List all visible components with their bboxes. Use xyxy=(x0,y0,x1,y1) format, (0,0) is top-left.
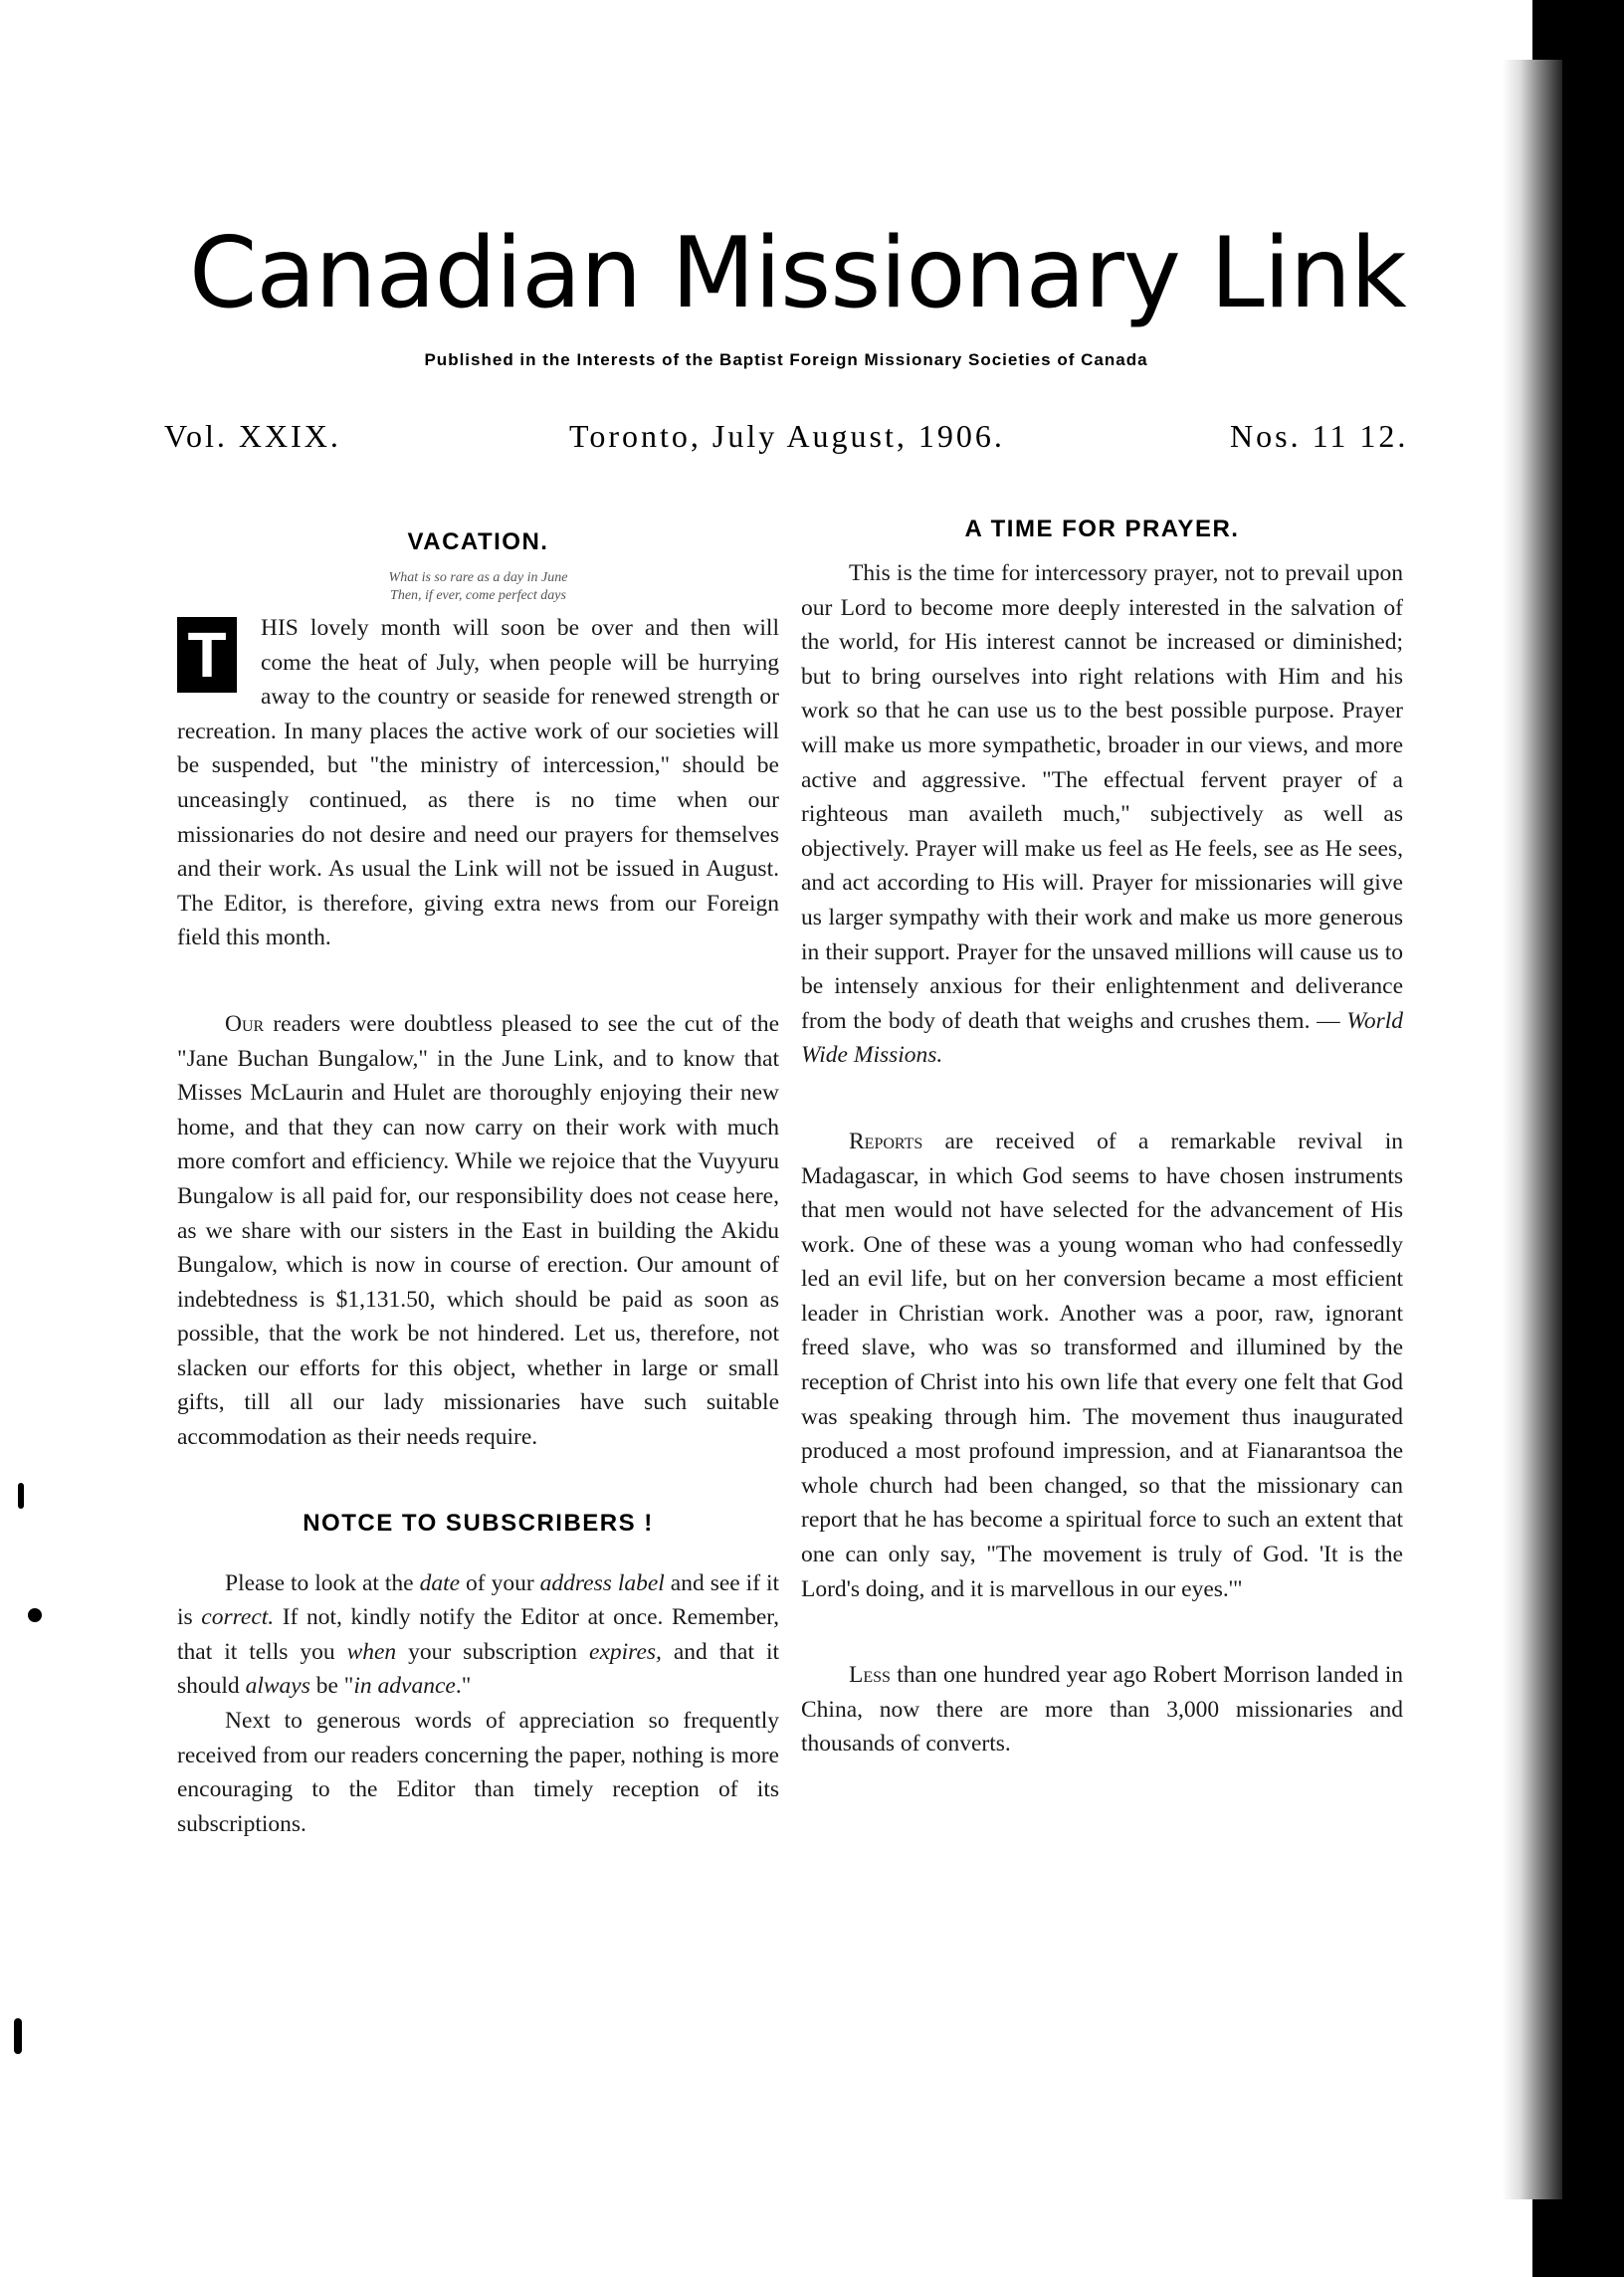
prayer-heading: A TIME FOR PRAYER. xyxy=(964,516,1240,542)
scan-speck xyxy=(18,1483,24,1509)
vacation-text-2: readers were doubtless pleased to see the cut of the "Jane Buchan Bungalow," in the June Link, and to know that Misses McLaurin and Hulet are thoroughly enjoying their new home, and that they can now carry on their work with much more comfort and efficiency. While we rejoice that the Vuyyuru Bungalow is all paid for, our responsibility does not cease here, as we share with our sisters in the East in building the Akidu Bungalow, which is now in course of erection. Our amount of indebtedness is $1,131.50, which should be paid as soon as possible, that the work be not hindered. Let us, therefore, not slacken our efforts for this object, whether in large or small gifts, till all our lady missionaries have such suitable accommodation as their needs require. xyxy=(177,1010,779,1451)
prayer-source: World Wide Missions. xyxy=(801,1007,1403,1069)
vacation-text-1: HIS lovely month will soon be over and then will come the heat of July, when people will be hurrying away to the country or seaside for renewed strength or recreation. In many places the active work of our societies will be suspended, but "the ministry of intercession," should be unceasingly continued, as there is no time when our missionaries do not desire and need our prayers for themselves and their work. As usual the Link will not be issued in August. The Editor, is therefore, giving extra news from our Foreign field this month. xyxy=(177,615,779,951)
vacation-paragraph-2 xyxy=(177,1007,779,1455)
scan-speck xyxy=(28,1608,42,1622)
vacation-p2-lead: Our xyxy=(225,1010,265,1037)
notice-text: Please to look at the xyxy=(225,1569,414,1596)
notice-text: and that it should xyxy=(177,1638,780,1700)
morrison-lead: Less xyxy=(849,1662,891,1689)
notice-italic: always xyxy=(245,1673,310,1700)
notice-paragraph-1 xyxy=(177,1566,779,1704)
morrison-paragraph xyxy=(801,1658,1403,1761)
vacation-paragraph-1 xyxy=(177,611,779,955)
madagascar-text: are received of a remarkable revival in Madagascar, in which God seems to have chosen instruments that men would not have selected for the advancement of His work. One of these was a young woman who had confessedly led an evil life, but on her conversion became a most efficient leader in Christian work. Another was a poor, raw, ignorant freed slave, who was so transformed and illumined by the reception of Christ into his own life that every one felt that God was speaking through him. The movement thus inaugurated produced a most profound impression, and at Fianarantsoa the whole church had been changed, so that the missionary can report that he has become a spiritual force to such an extent that one can only say, "The movement is truly of God. 'It is the Lord's doing, and it is marvellous in our eyes.'" xyxy=(801,1128,1404,1602)
volume-label: Vol. XXIX. xyxy=(164,418,341,454)
notice-text: ." xyxy=(455,1673,472,1700)
notice-heading: NOTCE TO SUBSCRIBERS ! xyxy=(303,1509,654,1537)
notice-text: your subscription xyxy=(408,1638,578,1665)
notice-text: be " xyxy=(315,1673,354,1700)
notice-italic: correct. xyxy=(201,1604,275,1631)
vacation-heading: VACATION. xyxy=(407,528,549,555)
notice-text: of your xyxy=(466,1569,534,1596)
notice-paragraph-2: Next to generous words of appreciation so frequently received from our readers concerning the paper, nothing is more encouraging to the Editor than timely reception of its subscriptions. xyxy=(177,1708,779,1837)
prayer-text: This is the time for intercessory prayer, not to prevail upon our Lord to become more deeply interested in the salvation of the world, for His interest cannot be increased or diminished; but to bring ourselves into right relations with Him and his work so that he can use us to the best possible purpose. Prayer will make us more sympathetic, broader in our views, and more active and aggressive. "The effectual fervent prayer of a righteous man availeth much," subjectively as well as objectively. Prayer will make us feel as He feels, see as He sees, and act according to His will. Prayer for missionaries will give us larger sympathy with their work and make us more generous in their support. Prayer for the unsaved millions will cause us to be intensely anxious for their enlightenment and deliverance from the body of death that weighs and crushes them. — xyxy=(801,560,1403,1034)
scan-speck xyxy=(14,2018,22,2054)
place-date: Toronto, July August, 1906. xyxy=(569,418,1005,454)
page-edge-shadow xyxy=(1503,60,1562,2199)
notice-text: and see if it is xyxy=(177,1569,780,1631)
notice-italic: when xyxy=(346,1638,397,1665)
notice-italic: address label xyxy=(539,1569,665,1596)
epigraph-line-2: Then, if ever, come perfect days xyxy=(390,588,566,603)
issue-numbers: Nos. 11 12. xyxy=(1230,418,1409,454)
notice-text: If not, kindly notify the Editor at once. Remember, that it tells you xyxy=(177,1604,780,1665)
notice-italic: date xyxy=(419,1569,461,1596)
madagascar-paragraph xyxy=(801,1125,1403,1606)
masthead-subtitle: Published in the Interests of the Baptist Foreign Missionary Societies of Canada xyxy=(424,350,1148,369)
notice-italic: expires, xyxy=(589,1638,662,1665)
drop-cap: T xyxy=(177,617,237,693)
prayer-paragraph xyxy=(801,556,1403,1073)
left-column xyxy=(177,525,779,1841)
morrison-text: than one hundred year ago Robert Morrison landed in China, now there are more than 3,000 missionaries and thousands of converts. xyxy=(801,1662,1403,1758)
masthead-title: Canadian Missionary Link xyxy=(189,217,1406,330)
madagascar-lead: Reports xyxy=(849,1128,923,1154)
vacation-epigraph xyxy=(177,569,779,605)
notice-italic: in advance xyxy=(353,1673,456,1700)
epigraph-line-1: What is so rare as a day in June xyxy=(388,570,568,585)
right-column xyxy=(801,513,1403,1761)
